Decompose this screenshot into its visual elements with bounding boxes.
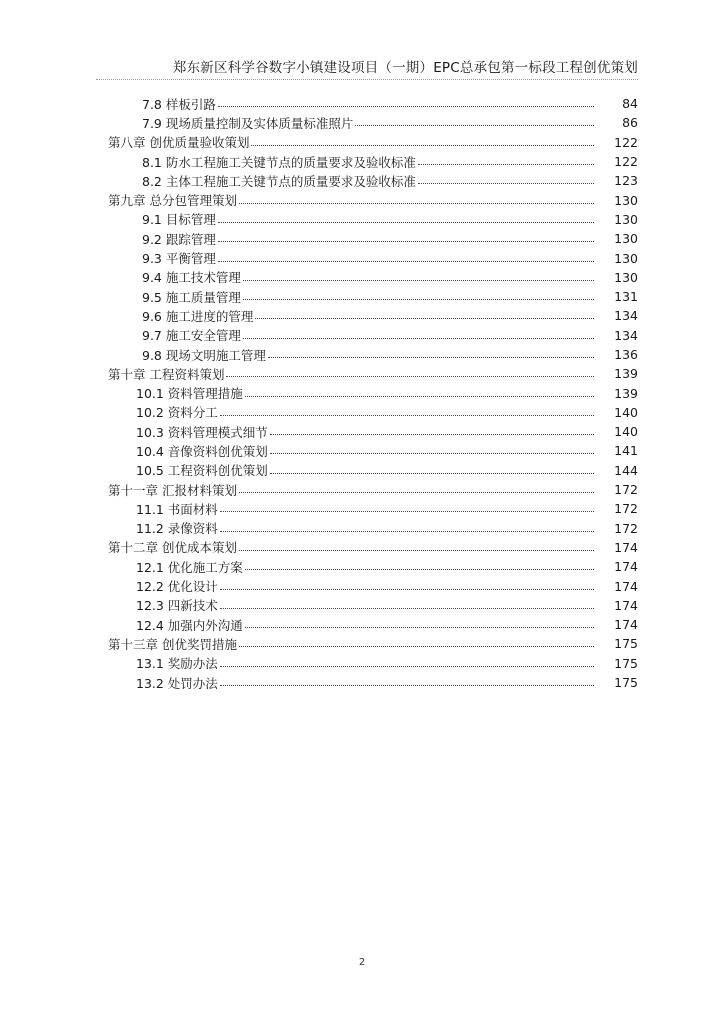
toc-entry-title: 第九章 总分包管理策划 bbox=[108, 193, 237, 209]
toc-entry-page-number: 86 bbox=[622, 115, 638, 131]
toc-entry-page-number: 174 bbox=[614, 559, 638, 575]
toc-section-entry[interactable] bbox=[108, 519, 638, 538]
toc-entry-page-number: 172 bbox=[614, 520, 638, 536]
toc-entry-title: 9.4 施工技术管理 bbox=[142, 270, 241, 286]
toc-section-entry[interactable] bbox=[108, 673, 638, 692]
toc-section-entry[interactable] bbox=[108, 113, 638, 132]
toc-chapter-entry[interactable] bbox=[108, 133, 638, 152]
toc-entry-title: 9.1 目标管理 bbox=[142, 212, 216, 228]
toc-dot-leader bbox=[220, 675, 594, 686]
toc-section-entry[interactable] bbox=[108, 461, 638, 480]
toc-entry-title: 第八章 创优质量验收策划 bbox=[108, 135, 250, 151]
toc-entry-page-number: 123 bbox=[614, 173, 638, 189]
toc-entry-title: 8.1 防水工程施工关键节点的质量要求及验收标准 bbox=[142, 154, 416, 170]
toc-section-entry[interactable] bbox=[108, 596, 638, 615]
toc-dot-leader bbox=[243, 270, 594, 281]
toc-entry-title: 10.3 资料管理模式细节 bbox=[136, 424, 268, 440]
toc-entry-title: 9.3 平衡管理 bbox=[142, 251, 216, 267]
toc-chapter-entry[interactable] bbox=[108, 480, 638, 499]
toc-section-entry[interactable] bbox=[108, 306, 638, 325]
toc-entry-page-number: 174 bbox=[614, 578, 638, 594]
toc-section-entry[interactable] bbox=[108, 326, 638, 345]
toc-dot-leader bbox=[255, 308, 594, 319]
toc-section-entry[interactable] bbox=[108, 422, 638, 441]
page-header-title: 郑东新区科学谷数字小镇建设项目（一期）EPC总承包第一标段工程创优策划 bbox=[172, 60, 638, 76]
toc-dot-leader bbox=[226, 366, 594, 377]
toc-entry-title: 8.2 主体工程施工关键节点的质量要求及验收标准 bbox=[142, 173, 416, 189]
toc-section-entry[interactable] bbox=[108, 615, 638, 634]
toc-dot-leader bbox=[220, 405, 594, 416]
toc-dot-leader bbox=[220, 656, 594, 667]
toc-section-entry[interactable] bbox=[108, 152, 638, 171]
header-divider bbox=[96, 79, 638, 80]
toc-section-entry[interactable] bbox=[108, 229, 638, 248]
toc-dot-leader bbox=[243, 289, 594, 300]
toc-entry-page-number: 139 bbox=[614, 385, 638, 401]
page-number: 2 bbox=[358, 957, 366, 968]
toc-entry-page-number: 140 bbox=[614, 404, 638, 420]
toc-entry-title: 12.4 加强内外沟通 bbox=[136, 617, 243, 633]
toc-entry-page-number: 130 bbox=[614, 211, 638, 227]
toc-entry-page-number: 136 bbox=[614, 347, 638, 362]
toc-dot-leader bbox=[218, 212, 594, 223]
toc-entry-title: 13.2 处罚办法 bbox=[136, 675, 218, 691]
toc-chapter-entry[interactable] bbox=[108, 634, 638, 653]
toc-entry-title: 11.1 书面材料 bbox=[136, 501, 218, 517]
toc-entry-title: 12.2 优化设计 bbox=[136, 579, 218, 595]
toc-dot-leader bbox=[245, 559, 594, 570]
toc-dot-leader bbox=[239, 636, 594, 647]
toc-entry-page-number: 130 bbox=[614, 269, 638, 285]
toc-section-entry[interactable] bbox=[108, 441, 638, 460]
toc-entry-title: 第十一章 汇报材料策划 bbox=[108, 482, 237, 498]
toc-dot-leader bbox=[245, 386, 594, 397]
toc-dot-leader bbox=[418, 154, 594, 165]
toc-section-entry[interactable] bbox=[108, 499, 638, 518]
toc-section-entry[interactable] bbox=[108, 576, 638, 595]
toc-entry-page-number: 175 bbox=[614, 675, 638, 691]
toc-entry-title: 第十三章 创优奖罚措施 bbox=[108, 636, 237, 652]
toc-dot-leader bbox=[239, 540, 594, 551]
toc-entry-title: 12.1 优化施工方案 bbox=[136, 559, 243, 575]
toc-dot-leader bbox=[220, 521, 594, 532]
toc-entry-page-number: 130 bbox=[614, 250, 638, 266]
toc-entry-page-number: 122 bbox=[614, 154, 638, 170]
toc-dot-leader bbox=[251, 135, 594, 146]
toc-dot-leader bbox=[268, 347, 594, 358]
toc-section-entry[interactable] bbox=[108, 557, 638, 576]
toc-section-entry[interactable] bbox=[108, 345, 638, 364]
toc-dot-leader bbox=[355, 115, 594, 126]
toc-chapter-entry[interactable] bbox=[108, 190, 638, 209]
toc-entry-page-number: 131 bbox=[614, 289, 638, 305]
toc-entry-title: 9.8 现场文明施工管理 bbox=[142, 347, 266, 363]
toc-section-entry[interactable] bbox=[108, 403, 638, 422]
toc-dot-leader bbox=[220, 501, 594, 512]
toc-chapter-entry[interactable] bbox=[108, 538, 638, 557]
toc-entry-page-number: 134 bbox=[614, 327, 638, 343]
toc-entry-page-number: 130 bbox=[614, 192, 638, 208]
toc-entry-title: 10.2 资料分工 bbox=[136, 405, 218, 421]
toc-entry-title: 10.5 工程资料创优策划 bbox=[136, 463, 268, 479]
toc-entry-page-number: 174 bbox=[614, 617, 638, 633]
toc-dot-leader bbox=[245, 617, 594, 628]
toc-entry-title: 13.1 奖励办法 bbox=[136, 656, 218, 672]
toc-entry-page-number: 84 bbox=[622, 96, 638, 112]
toc-dot-leader bbox=[218, 231, 594, 242]
toc-section-entry[interactable] bbox=[108, 654, 638, 673]
toc-entry-title: 12.3 四新技术 bbox=[136, 598, 218, 614]
toc-dot-leader bbox=[218, 96, 594, 107]
toc-entry-page-number: 122 bbox=[614, 134, 638, 150]
toc-entry-title: 第十章 工程资料策划 bbox=[108, 366, 225, 382]
table-of-contents bbox=[108, 94, 638, 692]
toc-chapter-entry[interactable] bbox=[108, 364, 638, 383]
toc-entry-page-number: 139 bbox=[614, 366, 638, 382]
toc-entry-title: 9.7 施工安全管理 bbox=[142, 328, 241, 344]
toc-dot-leader bbox=[270, 424, 594, 435]
toc-entry-page-number: 172 bbox=[614, 482, 638, 498]
toc-entry-page-number: 175 bbox=[614, 636, 638, 652]
toc-entry-page-number: 140 bbox=[614, 424, 638, 440]
toc-entry-page-number: 134 bbox=[614, 308, 638, 324]
toc-section-entry[interactable] bbox=[108, 383, 638, 402]
toc-entry-page-number: 144 bbox=[614, 462, 638, 478]
toc-section-entry[interactable] bbox=[108, 94, 638, 113]
toc-section-entry[interactable] bbox=[108, 210, 638, 229]
toc-dot-leader bbox=[220, 598, 594, 609]
toc-entry-title: 10.1 资料管理措施 bbox=[136, 386, 243, 402]
toc-dot-leader bbox=[418, 173, 594, 184]
toc-dot-leader bbox=[220, 579, 594, 590]
toc-entry-title: 9.2 跟踪管理 bbox=[142, 231, 216, 247]
toc-entry-page-number: 174 bbox=[614, 597, 638, 613]
toc-dot-leader bbox=[243, 328, 594, 339]
toc-section-entry[interactable] bbox=[108, 268, 638, 287]
toc-dot-leader bbox=[270, 443, 594, 454]
toc-entry-title: 10.4 音像资料创优策划 bbox=[136, 443, 268, 459]
toc-dot-leader bbox=[218, 251, 594, 262]
toc-entry-page-number: 172 bbox=[614, 501, 638, 517]
toc-entry-title: 第十二章 创优成本策划 bbox=[108, 540, 237, 556]
toc-entry-page-number: 174 bbox=[614, 539, 638, 555]
toc-dot-leader bbox=[270, 463, 594, 474]
toc-section-entry[interactable] bbox=[108, 171, 638, 190]
toc-entry-title: 9.6 施工进度的管理 bbox=[142, 308, 254, 324]
toc-entry-page-number: 130 bbox=[614, 231, 638, 247]
toc-entry-title: 7.9 现场质量控制及实体质量标准照片 bbox=[142, 115, 354, 131]
toc-section-entry[interactable] bbox=[108, 287, 638, 306]
toc-section-entry[interactable] bbox=[108, 248, 638, 267]
toc-entry-title: 9.5 施工质量管理 bbox=[142, 289, 241, 305]
toc-entry-title: 7.8 样板引路 bbox=[142, 96, 216, 112]
toc-entry-page-number: 175 bbox=[614, 655, 638, 671]
toc-entry-page-number: 141 bbox=[614, 443, 638, 459]
toc-dot-leader bbox=[239, 482, 594, 493]
toc-dot-leader bbox=[239, 193, 594, 204]
toc-entry-title: 11.2 录像资料 bbox=[136, 521, 218, 537]
